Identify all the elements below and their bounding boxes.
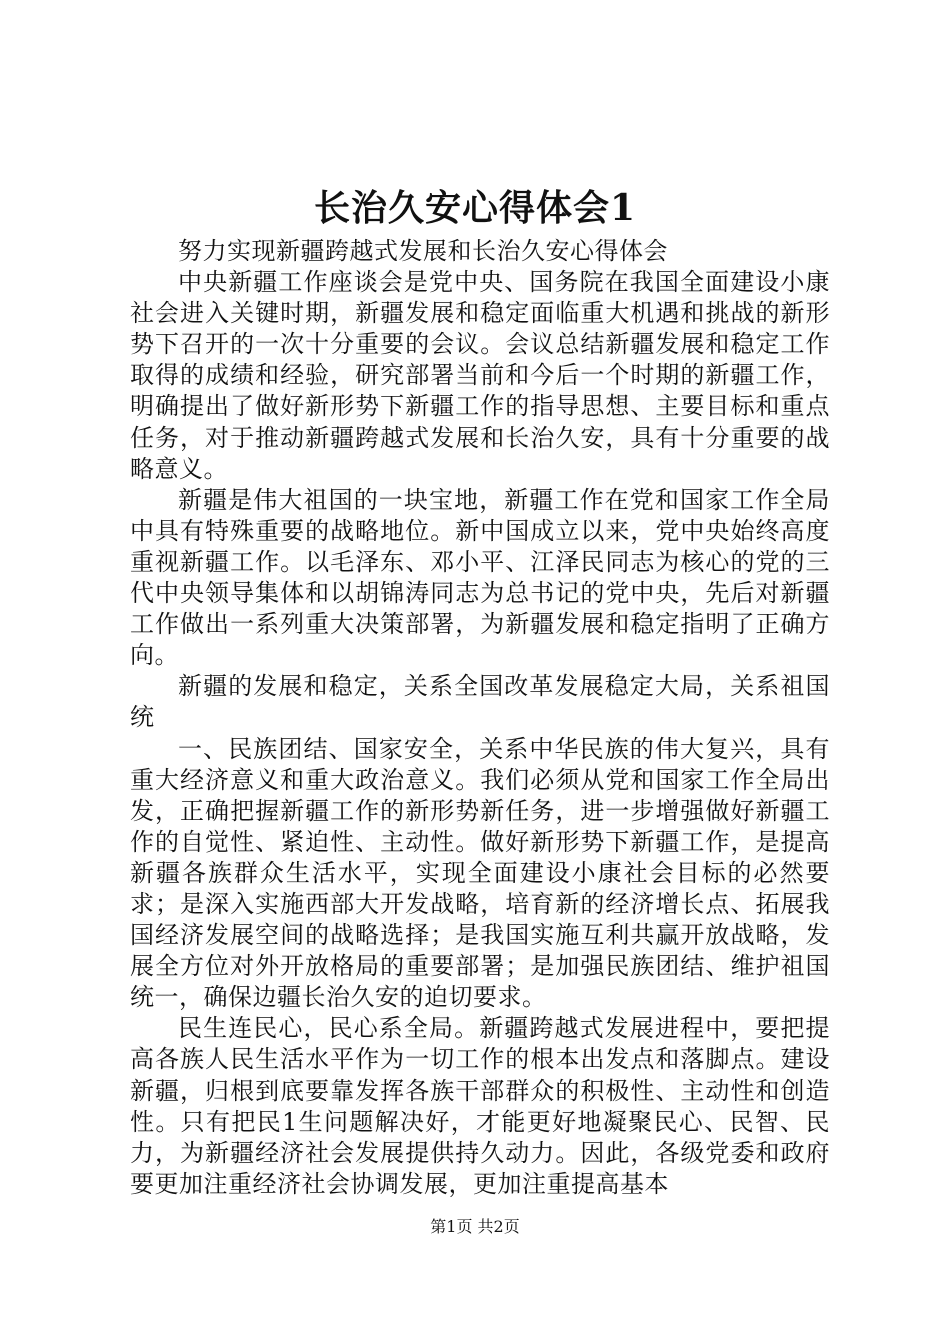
document-body: [130, 236, 830, 1200]
body-paragraph: 新疆的发展和稳定，关系全国改革发展稳定大局，关系祖国统: [130, 672, 830, 732]
subtitle-paragraph: 努力实现新疆跨越式发展和长治久安心得体会: [178, 237, 668, 265]
body-paragraph: 一、民族团结、国家安全，关系中华民族的伟大复兴，具有重大经济意义和重大政治意义。我们必须从党和国家工作全局出发，正确把握新疆工作的新形势新任务，进一步增强做好新疆工作的自觉性、紧迫性、主动性。做好新形势下新疆工作，是提高新疆各族群众生活水平，实现全面建设小康社会目标的必然要求；是深入实施西部大开发战略，培育新的经济增长点、拓展我国经济发展空间的战略选择；是我国实施互利共赢开放战略，发展全方位对外开放格局的重要部署；是加强民族团结、维护祖国统一，确保边疆长治久安的迫切要求。: [130, 734, 830, 1012]
page-number-footer: 第1页 共2页: [430, 1217, 520, 1236]
body-paragraph: 中央新疆工作座谈会是党中央、国务院在我国全面建设小康社会进入关键时期，新疆发展和稳定面临重大机遇和挑战的新形势下召开的一次十分重要的会议。会议总结新疆发展和稳定工作取得的成绩和经验，研究部署当前和今后一个时期的新疆工作，明确提出了做好新形势下新疆工作的指导思想、主要目标和重点任务，对于推动新疆跨越式发展和长治久安，具有十分重要的战略意义。: [130, 268, 830, 483]
body-paragraph: 民生连民心，民心系全局。新疆跨越式发展进程中，要把提高各族人民生活水平作为一切工作的根本出发点和落脚点。建设新疆，归根到底要靠发挥各族干部群众的积极性、主动性和创造性。只有把民1生问题解决好，才能更好地凝聚民心、民智、民力，为新疆经济社会发展提供持久动力。因此，各级党委和政府要更加注重经济社会协调发展，更加注重提高基本: [130, 1014, 830, 1198]
document-title: 长治久安心得体会1: [313, 187, 637, 229]
body-paragraph: 新疆是伟大祖国的一块宝地，新疆工作在党和国家工作全局中具有特殊重要的战略地位。新中国成立以来，党中央始终高度重视新疆工作。以毛泽东、邓小平、江泽民同志为核心的党的三代中央领导集体和以胡锦涛同志为总书记的党中央，先后对新疆工作做出一系列重大决策部署，为新疆发展和稳定指明了正确方向。: [130, 485, 830, 670]
